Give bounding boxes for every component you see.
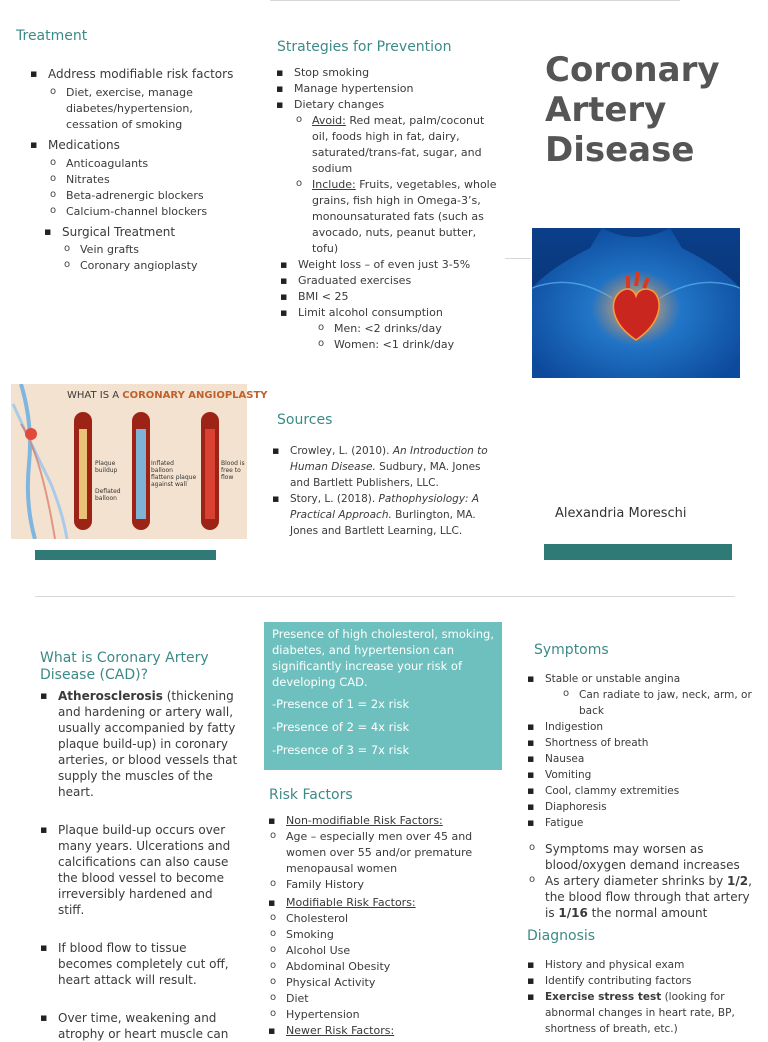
symptoms-section [527,671,755,921]
risk-section [268,813,498,1039]
list-item: ▪ Modifiable Risk Factors: [268,895,498,911]
list-item: o Anticoagulants [48,156,240,172]
list-item: o Alcohol Use [268,943,498,959]
list-item: ▪ History and physical exam [527,957,755,973]
treatment-section [30,66,240,274]
list-item: o Women: <1 drink/day [316,337,501,353]
list-item: ▪ Medications o Anticoagulants o Nitrates o Beta-adrenergic blockers o Calcium-channel blockers [30,137,240,220]
list-item: ▪ Indigestion [527,719,755,735]
list-item: ▪ Vomiting [527,767,755,783]
list-item: o Abdominal Obesity [268,959,498,975]
treatment-heading: Treatment [16,28,88,44]
list-item: ▪ Address modifiable risk factors o Diet, exercise, manage diabetes/hypertension, cessation of smoking [30,66,240,133]
list-item: o Nitrates [48,172,240,188]
top-divider [270,0,680,1]
list-item: ▪ Plaque build-up occurs over many years. Ulcerations and calcifications can also cause the blood vessel to become irreversibly hardened and stiff. [40,822,240,918]
list-item: ▪ Limit alcohol consumption o Men: <2 drinks/day o Women: <1 drink/day [280,305,501,353]
list-item: ▪ Diaphoresis [527,799,755,815]
list-item: ▪ Shortness of breath [527,735,755,751]
symptoms-heading: Symptoms [534,642,609,658]
list-item: o As artery diameter shrinks by 1/2, the blood flow through that artery is 1/16 the normal amount [527,873,755,921]
list-item: o Include: Fruits, vegetables, whole grains, fish high in Omega-3’s, monounsaturated fats (such as avocado, nuts, peanut butter, tofu) [294,177,501,257]
list-item: o Diet, exercise, manage diabetes/hypertension, cessation of smoking [48,85,240,133]
sources-section [272,443,500,539]
heart-image [532,228,740,378]
author-name: Alexandria Moreschi [555,506,687,521]
list-item: o Cholesterol [268,911,498,927]
list-item: ▪ Weight loss – of even just 3-5% [280,257,501,273]
angioplasty-label: Deflated balloon [95,488,121,502]
list-item: ▪ Over time, weakening and atrophy or heart muscle can [40,1010,240,1042]
angioplasty-label: Blood is free to flow [221,460,245,481]
list-item: ▪ Surgical Treatment o Vein grafts o Coronary angioplasty [44,224,240,274]
list-item: o Vein grafts [62,242,240,258]
angioplasty-label: Plaque buildup [95,460,118,474]
list-item: o Beta-adrenergic blockers [48,188,240,204]
list-item: ▪ Newer Risk Factors: [268,1023,498,1039]
list-item: o Avoid: Red meat, palm/coconut oil, foods high in fat, dairy, saturated/trans-fat, sugar, and sodium [294,113,501,177]
list-item: o Physical Activity [268,975,498,991]
list-item: ▪ Manage hypertension [276,81,501,97]
divider [505,258,531,259]
risk-heading: Risk Factors [269,787,353,803]
list-item: ▪ Fatigue [527,815,755,831]
teal-bar [35,550,216,560]
angioplasty-title: WHAT IS A CORONARY ANGIOPLASTY [67,390,268,401]
list-item: o Symptoms may worsen as blood/oxygen demand increases [527,841,755,873]
list-item: ▪ Dietary changes o Avoid: Red meat, palm/coconut oil, foods high in fat, dairy, saturated/trans-fat, sugar, and sodium o Include: Fruits, vegetables, whole grains, fish high in Omega-3’s, monounsaturated fats (such as avocado, nuts, peanut butter, tofu) [276,97,501,257]
what-is-heading: What is Coronary Artery Disease (CAD)? [40,650,209,683]
teal-bar [544,544,732,560]
list-item: ▪ Identify contributing factors [527,973,755,989]
list-item: ▪ If blood flow to tissue becomes completely cut off, heart attack will result. [40,940,240,988]
list-item: o Calcium-channel blockers [48,204,240,220]
list-item: ▪ Cool, clammy extremities [527,783,755,799]
list-item: ▪ Stable or unstable angina o Can radiate to jaw, neck, arm, or back [527,671,755,719]
list-item: o Smoking [268,927,498,943]
list-item: o Age – especially men over 45 and women over 55 and/or premature menopausal women [268,829,498,877]
list-item: o Diet [268,991,498,1007]
diagnosis-heading: Diagnosis [527,928,596,944]
prevention-heading: Strategies for Prevention [277,39,452,55]
list-item: ▪ Stop smoking [276,65,501,81]
page-title: Coronary Artery Disease [545,50,720,170]
list-item: ▪ Story, L. (2018). Pathophysiology: A Practical Approach. Burlington, MA. Jones and Bartlett Learning, LLC. [272,491,500,539]
list-item: ▪ Exercise stress test (looking for abnormal changes in heart rate, BP, shortness of breath, etc.) [527,989,755,1037]
angioplasty-label: Inflated balloon flattens plaque against wall [151,460,197,488]
diagnosis-section [527,957,755,1037]
section-divider [35,596,735,597]
list-item: ▪ Non-modifiable Risk Factors: [268,813,498,829]
prevention-section [276,65,501,353]
list-item: o Coronary angioplasty [62,258,240,274]
list-item: ▪ Graduated exercises [280,273,501,289]
list-item: ▪ BMI < 25 [280,289,501,305]
list-item: o Family History [268,877,498,893]
list-item: ▪ Atherosclerosis (thickening and hardening or artery wall, usually accompanied by fatty plaque build-up) in coronary arteries, or blood vessels that supply the muscles of the heart. [40,688,240,800]
list-item: o Can radiate to jaw, neck, arm, or back [561,687,755,719]
list-item: ▪ Crowley, L. (2010). An Introduction to Human Disease. Sudbury, MA. Jones and Bartlett Publishers, LLC. [272,443,500,491]
list-item: o Hypertension [268,1007,498,1023]
sources-heading: Sources [277,412,333,428]
list-item: ▪ Nausea [527,751,755,767]
risk-callout-box: Presence of high cholesterol, smoking, diabetes, and hypertension can significantly increase your risk of developing CAD. -Presence of 1 = 2x risk -Presence of 2 = 4x risk -Presence of 3 = 7x risk [264,622,502,770]
angioplasty-image [11,384,268,539]
what-is-section [40,688,240,1042]
list-item: o Men: <2 drinks/day [316,321,501,337]
